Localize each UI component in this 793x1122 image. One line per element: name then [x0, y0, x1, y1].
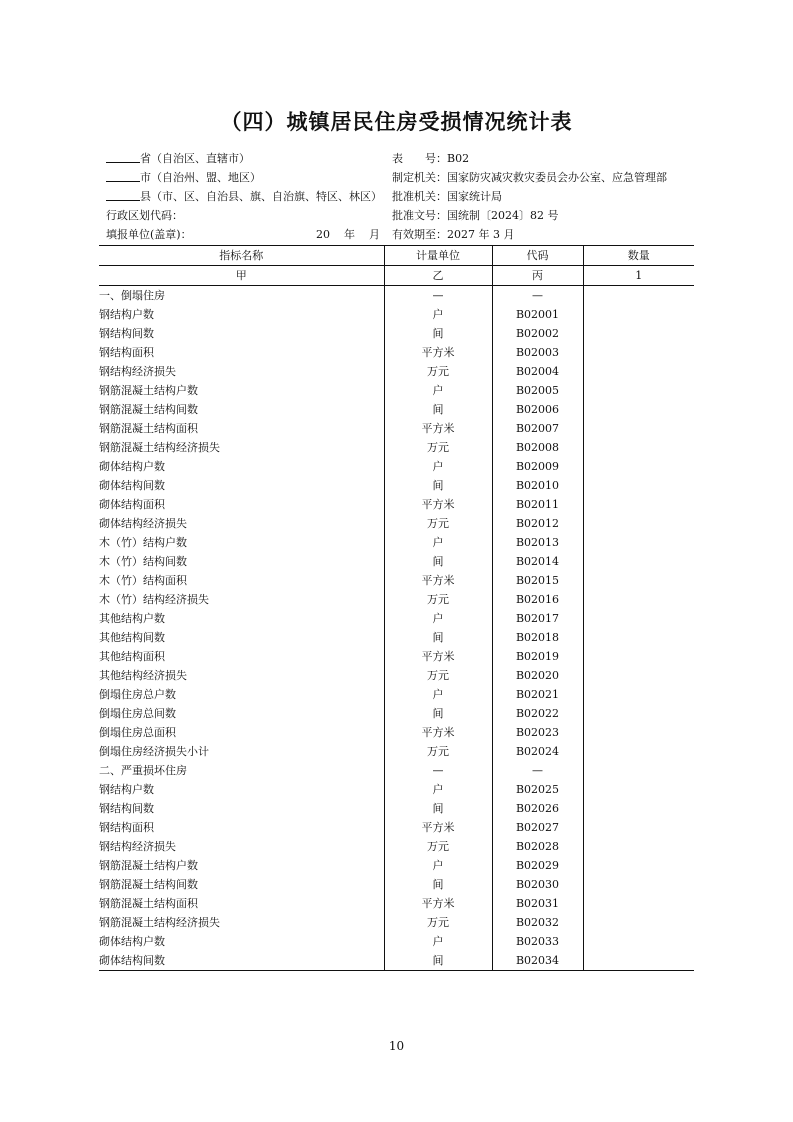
reporter-label: 填报单位(盖章)：	[106, 228, 192, 241]
row-quantity-cell[interactable]	[583, 362, 694, 381]
row-quantity-cell[interactable]	[583, 438, 694, 457]
city-field: 市（自治州、盟、地区）	[106, 168, 261, 187]
row-quantity-cell[interactable]	[583, 552, 694, 571]
row-quantity-cell[interactable]	[583, 894, 694, 913]
table-row	[99, 343, 694, 362]
row-quantity-cell[interactable]	[583, 723, 694, 742]
row-code: B02010	[492, 476, 583, 495]
row-quantity-cell[interactable]	[583, 343, 694, 362]
row-quantity-cell[interactable]	[583, 476, 694, 495]
form-meta	[106, 149, 706, 244]
row-unit: 间	[384, 799, 492, 818]
row-name: 钢结构面积	[99, 821, 154, 834]
row-unit: 平方米	[384, 818, 492, 837]
row-code: B02014	[492, 552, 583, 571]
table-row	[99, 514, 694, 533]
row-quantity-cell[interactable]	[583, 666, 694, 685]
row-name: 其他结构面积	[99, 650, 165, 663]
row-unit: 平方米	[384, 723, 492, 742]
row-quantity-cell[interactable]	[583, 419, 694, 438]
row-code: B02005	[492, 381, 583, 400]
meta-row-5	[106, 225, 706, 244]
admin-code-label: 行政区划代码：	[106, 209, 183, 222]
row-quantity-cell[interactable]	[583, 495, 694, 514]
row-code: B02016	[492, 590, 583, 609]
row-quantity-cell[interactable]	[583, 381, 694, 400]
year-label: 年	[344, 228, 355, 241]
row-name: 木（竹）结构面积	[99, 574, 187, 587]
table-row	[99, 571, 694, 590]
row-quantity-cell[interactable]	[583, 856, 694, 875]
year-prefix: 20	[316, 228, 330, 241]
row-unit: 间	[384, 552, 492, 571]
row-code: B02025	[492, 780, 583, 799]
row-code: B02003	[492, 343, 583, 362]
row-code: B02023	[492, 723, 583, 742]
row-name: 砌体结构间数	[99, 951, 384, 971]
row-unit: 间	[384, 628, 492, 647]
row-code: B02024	[492, 742, 583, 761]
subheader-unit: 乙	[384, 266, 492, 286]
row-quantity-cell[interactable]	[583, 400, 694, 419]
table-row	[99, 628, 694, 647]
row-code: B02001	[492, 305, 583, 324]
row-code: B02031	[492, 894, 583, 913]
row-code: B02021	[492, 685, 583, 704]
row-code: B02030	[492, 875, 583, 894]
subheader-name: 甲	[99, 266, 384, 286]
row-unit: 万元	[384, 590, 492, 609]
row-quantity-cell[interactable]	[583, 590, 694, 609]
subheader-code: 丙	[492, 266, 583, 286]
table-row	[99, 533, 694, 552]
table-row	[99, 457, 694, 476]
header-unit: 计量单位	[384, 246, 492, 266]
row-name: 钢结构经济损失	[99, 840, 176, 853]
row-name: 钢筋混凝土结构户数	[99, 384, 198, 397]
row-name: 二、严重损坏住房	[99, 764, 187, 777]
row-code: B02008	[492, 438, 583, 457]
row-unit: 户	[384, 780, 492, 799]
row-code: B02033	[492, 932, 583, 951]
row-unit: 户	[384, 856, 492, 875]
header-qty: 数量	[583, 246, 694, 266]
row-name: 其他结构经济损失	[99, 669, 187, 682]
row-quantity-cell[interactable]	[583, 628, 694, 647]
table-row	[99, 875, 694, 894]
row-quantity-cell[interactable]	[583, 571, 694, 590]
row-code: B02018	[492, 628, 583, 647]
table-row	[99, 666, 694, 685]
row-unit: 间	[384, 951, 492, 971]
row-name: 钢筋混凝土结构间数	[99, 403, 198, 416]
header-code: 代码	[492, 246, 583, 266]
table-body	[99, 286, 694, 971]
row-quantity-cell[interactable]	[583, 913, 694, 932]
row-quantity-cell[interactable]	[583, 457, 694, 476]
row-name: 砌体结构间数	[99, 479, 165, 492]
row-code: B02028	[492, 837, 583, 856]
table-row	[99, 818, 694, 837]
table-row	[99, 495, 694, 514]
meta-row-2	[106, 168, 706, 187]
table-row	[99, 704, 694, 723]
province-field: 省（自治区、直辖市）	[106, 149, 250, 168]
meta-row-3	[106, 187, 706, 206]
table-row	[99, 324, 694, 343]
row-unit: 户	[384, 381, 492, 400]
row-quantity-cell[interactable]	[583, 324, 694, 343]
row-code: B02026	[492, 799, 583, 818]
row-quantity-cell[interactable]	[583, 951, 694, 971]
table-row	[99, 476, 694, 495]
row-quantity-cell[interactable]	[583, 514, 694, 533]
row-unit: 万元	[384, 742, 492, 761]
row-unit: 户	[384, 305, 492, 324]
table-number: 表 号：B02	[392, 152, 470, 165]
table-row	[99, 913, 694, 932]
row-quantity-cell[interactable]	[583, 742, 694, 761]
row-unit: 间	[384, 400, 492, 419]
row-quantity-cell[interactable]	[583, 818, 694, 837]
county-field: 县（市、区、自治县、旗、自治旗、特区、林区）	[106, 187, 382, 206]
row-name: 钢结构面积	[99, 346, 154, 359]
table-row	[99, 799, 694, 818]
table-row	[99, 932, 694, 951]
table-row	[99, 438, 694, 457]
row-code: B02022	[492, 704, 583, 723]
city-blank[interactable]	[106, 169, 140, 182]
row-code: —	[492, 761, 583, 780]
row-code: B02017	[492, 609, 583, 628]
row-quantity-cell[interactable]	[583, 609, 694, 628]
table-row	[99, 647, 694, 666]
row-name: 倒塌住房总间数	[99, 707, 176, 720]
row-unit: 间	[384, 476, 492, 495]
row-unit: 万元	[384, 666, 492, 685]
table-row	[99, 609, 694, 628]
row-name: 钢筋混凝土结构户数	[99, 859, 198, 872]
row-code: B02020	[492, 666, 583, 685]
row-quantity-cell[interactable]	[583, 533, 694, 552]
row-code: B02015	[492, 571, 583, 590]
table-row	[99, 381, 694, 400]
row-unit: 平方米	[384, 647, 492, 666]
table-row	[99, 742, 694, 761]
table-row	[99, 305, 694, 324]
row-code: B02032	[492, 913, 583, 932]
issuer: 制定机关：国家防灾减灾救灾委员会办公室、应急管理部	[392, 171, 667, 184]
row-code: —	[492, 286, 583, 306]
row-quantity-cell[interactable]	[583, 704, 694, 723]
table-row	[99, 400, 694, 419]
row-quantity-cell[interactable]	[583, 305, 694, 324]
row-code: B02019	[492, 647, 583, 666]
row-unit: 平方米	[384, 894, 492, 913]
row-name: 钢结构户数	[99, 783, 154, 796]
row-unit: 万元	[384, 362, 492, 381]
meta-row-1	[106, 149, 706, 168]
row-quantity-cell[interactable]	[583, 932, 694, 951]
row-code: B02002	[492, 324, 583, 343]
header-name: 指标名称	[99, 246, 384, 266]
row-unit: 间	[384, 324, 492, 343]
row-quantity-cell[interactable]	[583, 875, 694, 894]
row-unit: 万元	[384, 837, 492, 856]
province-blank[interactable]	[106, 150, 140, 163]
row-unit: 间	[384, 875, 492, 894]
row-unit: —	[384, 761, 492, 780]
row-name: 砌体结构户数	[99, 935, 165, 948]
row-quantity-cell[interactable]	[583, 647, 694, 666]
row-code: B02009	[492, 457, 583, 476]
row-name: 其他结构间数	[99, 631, 165, 644]
row-name: 钢筋混凝土结构经济损失	[99, 916, 220, 929]
row-quantity-cell[interactable]	[583, 799, 694, 818]
month-label: 月	[369, 228, 380, 241]
table-row	[99, 419, 694, 438]
row-name: 钢筋混凝土结构面积	[99, 897, 198, 910]
page-title: （四）城镇居民住房受损情况统计表	[220, 110, 573, 134]
row-quantity-cell[interactable]	[583, 780, 694, 799]
report-date	[316, 225, 394, 244]
row-code: B02012	[492, 514, 583, 533]
row-unit: 户	[384, 609, 492, 628]
row-code: B02004	[492, 362, 583, 381]
row-unit: 万元	[384, 913, 492, 932]
approver: 批准机关：国家统计局	[392, 190, 502, 203]
row-quantity-cell[interactable]	[583, 837, 694, 856]
table-row	[99, 894, 694, 913]
row-name: 钢结构经济损失	[99, 365, 176, 378]
housing-damage-table	[99, 245, 694, 971]
row-unit: —	[384, 286, 492, 306]
row-unit: 平方米	[384, 343, 492, 362]
row-quantity-cell[interactable]	[583, 286, 694, 306]
table-row	[99, 761, 694, 780]
table-row	[99, 286, 694, 306]
subheader-qty: 1	[583, 266, 694, 286]
valid-until: 有效期至：2027 年 3 月	[392, 228, 515, 241]
table-row	[99, 590, 694, 609]
meta-row-4	[106, 206, 706, 225]
row-unit: 间	[384, 704, 492, 723]
row-unit: 万元	[384, 438, 492, 457]
row-name: 钢结构户数	[99, 308, 154, 321]
row-name: 木（竹）结构户数	[99, 536, 187, 549]
row-quantity-cell[interactable]	[583, 761, 694, 780]
row-name: 木（竹）结构经济损失	[99, 593, 209, 606]
row-unit: 户	[384, 533, 492, 552]
row-name: 钢筋混凝土结构间数	[99, 878, 198, 891]
row-name: 倒塌住房经济损失小计	[99, 745, 209, 758]
table-row	[99, 723, 694, 742]
row-unit: 平方米	[384, 419, 492, 438]
row-name: 倒塌住房总户数	[99, 688, 176, 701]
table-row	[99, 951, 694, 971]
row-name: 倒塌住房总面积	[99, 726, 176, 739]
row-name: 砌体结构经济损失	[99, 517, 187, 530]
county-blank[interactable]	[106, 188, 140, 201]
row-name: 钢结构间数	[99, 802, 154, 815]
row-unit: 户	[384, 932, 492, 951]
approval-number: 批准文号：国统制〔2024〕82 号	[392, 209, 559, 222]
row-unit: 平方米	[384, 495, 492, 514]
table-row	[99, 856, 694, 875]
row-code: B02034	[492, 951, 583, 971]
row-quantity-cell[interactable]	[583, 685, 694, 704]
row-name: 钢筋混凝土结构经济损失	[99, 441, 220, 454]
row-name: 砌体结构户数	[99, 460, 165, 473]
row-name: 一、倒塌住房	[99, 289, 165, 302]
page-number: 10	[388, 1039, 405, 1053]
row-unit: 万元	[384, 514, 492, 533]
header-row	[99, 246, 694, 266]
table-row	[99, 685, 694, 704]
row-code: B02029	[492, 856, 583, 875]
row-code: B02027	[492, 818, 583, 837]
row-name: 钢筋混凝土结构面积	[99, 422, 198, 435]
row-code: B02007	[492, 419, 583, 438]
row-name: 其他结构户数	[99, 612, 165, 625]
row-unit: 户	[384, 685, 492, 704]
subheader-row	[99, 266, 694, 286]
table-row	[99, 780, 694, 799]
table-row	[99, 552, 694, 571]
row-name: 钢结构间数	[99, 327, 154, 340]
row-name: 砌体结构面积	[99, 498, 165, 511]
table-row	[99, 837, 694, 856]
row-name: 木（竹）结构间数	[99, 555, 187, 568]
row-code: B02013	[492, 533, 583, 552]
row-unit: 户	[384, 457, 492, 476]
row-unit: 平方米	[384, 571, 492, 590]
row-code: B02006	[492, 400, 583, 419]
table-row	[99, 362, 694, 381]
row-code: B02011	[492, 495, 583, 514]
